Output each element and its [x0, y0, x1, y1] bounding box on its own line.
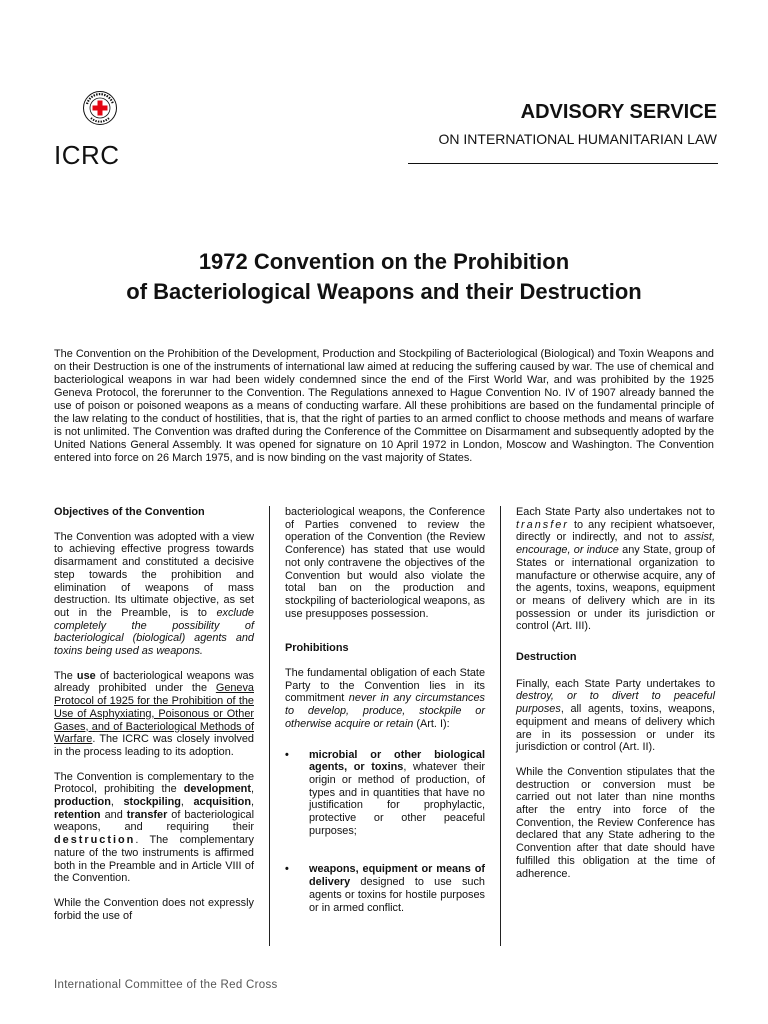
icrc-emblem-icon: [82, 90, 118, 136]
complementary-paragraph: [54, 771, 254, 885]
text-span: to any recipient whatsoever, directly or indirectly, and not to: [516, 518, 715, 544]
text-span: of bacteriological weapons, and requiring their: [54, 808, 254, 834]
bold-text: development: [183, 783, 251, 796]
text-span: , whatever their origin or method of production, of types and in quantities that have no justification for prophylactic, protective or other peaceful purposes;: [309, 761, 485, 837]
bullet-icon: •: [285, 748, 289, 761]
text-span: ,: [250, 796, 254, 809]
bold-text: use: [76, 669, 96, 682]
text-span: The fundamental obligation of each State Party to the Convention lies in its commitment: [285, 667, 485, 705]
transfer-paragraph: [516, 506, 715, 633]
review-conference-paragraph: bacteriological weapons, the Conference of Parties convened to review the operation of the Convention (the Review Conference) has stated that use would not only contravene the objectives of the Convention but would also violate the total ban on the production and stockpiling of bacteriological weapons, as use presupposes possession.: [285, 506, 485, 620]
text-span: Each State Party also undertakes not to: [516, 506, 715, 518]
text-span: any State, group of States or international organization to manufacture or otherwise acquire, any of the agents, toxins, weapons, equipment or means of delivery which are in its possession or under its jurisdiction or control (Art. III).: [516, 544, 716, 633]
text-span: of bacteriological weapons was already prohibited under the: [54, 669, 254, 695]
emphasis-text: transfer: [516, 518, 569, 531]
column-1: [54, 506, 254, 934]
title-line-1: 1972 Convention on the Prohibition: [198, 249, 570, 274]
text-span: and: [100, 808, 127, 821]
emphasis-text: never in any circumstances to develop, produce, stockpile or otherwise acquire or retain: [285, 692, 485, 730]
text-span: , all agents, toxins, weapons, equipment and means of delivery which are in its possession or under its jurisdiction or control (Art. II).: [516, 703, 715, 754]
advisory-service-title: ADVISORY SERVICE: [520, 101, 717, 123]
emphasis-text: destroy, or to divert to peaceful purposes: [516, 690, 715, 716]
text-span: The Convention is complementary to the Protocol, prohibiting the: [54, 770, 254, 796]
bullet-icon: •: [285, 863, 289, 876]
text-span: . The complementary nature of the two instruments is affirmed both in the Preamble and in Article VIII of the Convention.: [54, 834, 254, 885]
bold-text: destruction: [54, 834, 136, 847]
use-paragraph: [54, 670, 254, 759]
column-2: [285, 506, 485, 926]
deadline-paragraph: While the Convention stipulates that the destruction or conversion must be carried out not later than nine months after the entry into force of the Convention, the Review Conference has declared that any State adhering to the Convention after that date should have fulfilled this obligation at the time of adherence.: [516, 765, 715, 880]
text-span: The Convention was adopted with a view to achieving effective progress towards disarmament and constituted a decisive step towards the prohibition and elimination of weapons of mass destruction. Its ultimate objective, as set out in the Preamble, is to: [54, 530, 254, 619]
text-span: The: [54, 669, 77, 682]
bullet-item-agents: [285, 749, 485, 838]
footer-text: International Committee of the Red Cross: [54, 979, 278, 991]
destruction-heading: Destruction: [516, 651, 577, 664]
title-line-2: of Bacteriological Weapons and their Destruction: [126, 279, 642, 304]
document-title: [0, 247, 768, 307]
text-span: . The ICRC was closely involved in the process leading to its adoption.: [54, 733, 254, 758]
bullet-item-weapons: [285, 863, 485, 914]
bold-text: stockpiling: [123, 796, 181, 809]
bold-text: acquisition: [193, 796, 251, 809]
column-divider-2: [500, 506, 501, 946]
bold-text: microbial or other biological agents, or toxins: [309, 748, 485, 774]
bold-text: retention: [54, 808, 101, 821]
column-3: [516, 506, 715, 892]
header-rule: [408, 163, 718, 164]
intro-paragraph: The Convention on the Prohibition of the Development, Production and Stockpiling of Bacteriological (Biological) and Toxin Weapons and on their Destruction is one of the instruments of international law aimed at reducing the suffering caused by war. The use of chemical and bacteriological weapons in war had been widely condemned since the end of the First World War, and was prohibited by the 1925 Geneva Protocol, the forerunner to the Convention. The Regulations annexed to Hague Convention No. IV of 1907 already banned the use of poison or poisoned weapons as a means of conducting warfare. All these prohibitions are based on the fundamental principle of the law relating to the conduct of hostilities, that is, that the right of parties to an armed conflict to choose methods and means of warfare is not unlimited. The Convention was drafted during the Conference of the Committee on Disarmament and subsequently adopted by the United Nations General Assembly. It was opened for signature on 10 April 1972 in London, Moscow and Washington. The Convention entered into force on 26 March 1975, and is now binding on the vast majority of States.: [54, 348, 714, 464]
emphasis-text: exclude completely the possibility of bacteriological (biological) agents and toxins being used as weapons.: [54, 606, 254, 658]
column-divider-1: [269, 506, 270, 946]
objectives-paragraph: [54, 531, 254, 658]
obligation-paragraph: [285, 667, 485, 731]
objectives-heading: Objectives of the Convention: [54, 506, 205, 518]
bold-text: transfer: [126, 808, 168, 821]
text-span: ,: [110, 796, 124, 809]
advisory-service-subtitle: ON INTERNATIONAL HUMANITARIAN LAW: [438, 131, 717, 147]
text-span: designed to use such agents or toxins for hostile purposes or in armed conflict.: [309, 876, 485, 914]
bold-text: weapons, equipment or means of delivery: [309, 863, 485, 889]
text-span: ,: [250, 783, 254, 796]
text-span: ,: [180, 796, 194, 809]
icrc-logo-text: ICRC: [54, 140, 120, 170]
text-span: Finally, each State Party undertakes to: [516, 677, 715, 690]
destroy-paragraph: [516, 678, 715, 754]
emphasis-text: assist, encourage, or induce: [516, 531, 715, 557]
bold-text: production: [54, 796, 111, 809]
geneva-protocol-link[interactable]: Geneva Protocol of 1925 for the Prohibition of the Use of Asphyxiating, Poisonous or Other Gases, and of Bacteriological Methods of Warfare: [54, 682, 254, 746]
prohibitions-heading: Prohibitions: [285, 642, 349, 655]
while-paragraph: While the Convention does not expressly forbid the use of: [54, 896, 254, 922]
text-span: (Art. I):: [413, 717, 450, 730]
